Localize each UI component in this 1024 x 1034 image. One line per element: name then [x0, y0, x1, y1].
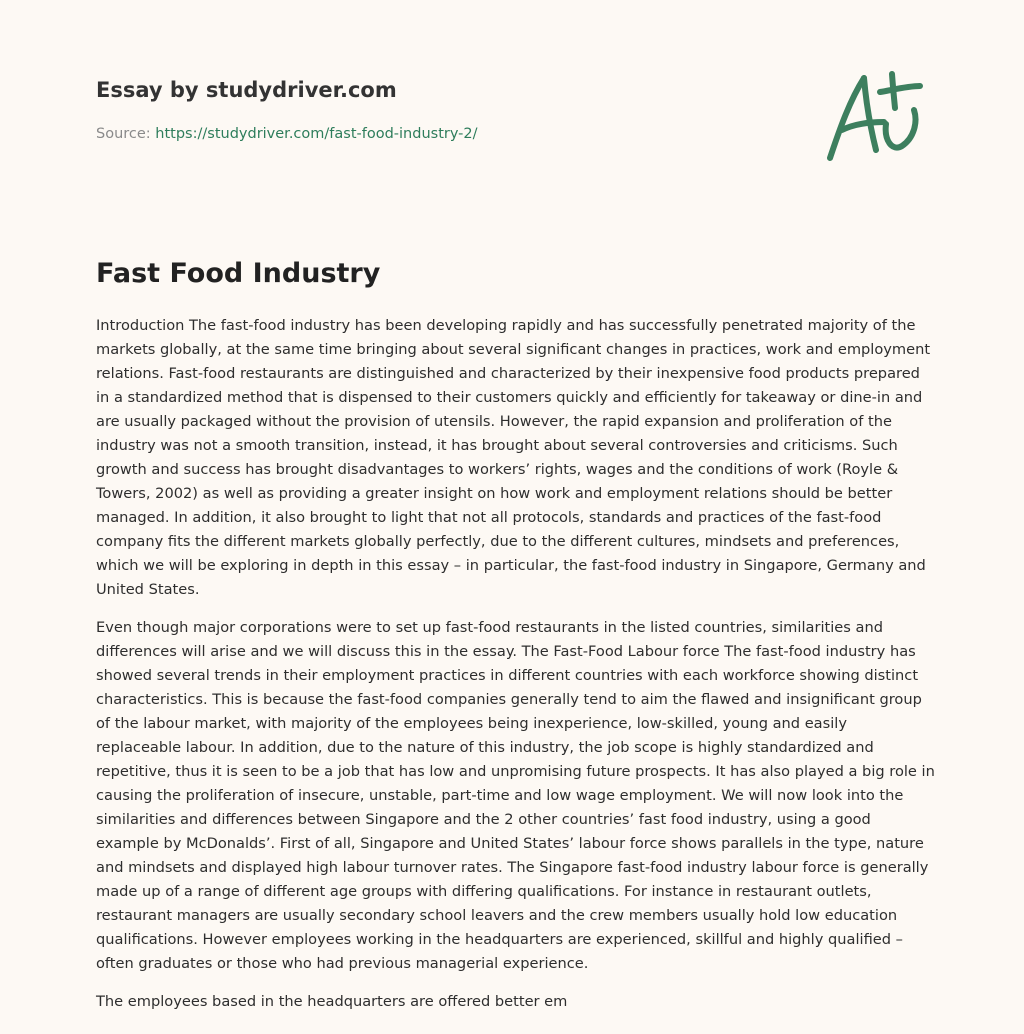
essay-paragraph: Even though major corporations were to set up fast-food restaurants in the listed countries, similarities and differences will arise and we will discuss this in the essay. The Fast-Food Labour force The fast-food industry has showed several trends in their employment practices in different countries with each workforce showing distinct characteristics. This is because the fast-food companies generally tend to aim the flawed and insignificant group of the labour market, with majority of the employees being inexperience, low-skilled, young and easily replaceable labour. In addition, due to the nature of this industry, the job scope is highly standardized and repetitive, thus it is seen to be a job that has low and unpromising future prospects. It has also played a big role in causing the proliferation of insecure, unstable, part-time and low wage employment. We will now look into the similarities and differences between Singapore and the 2 other countries’ fast food industry, using a good example by McDonalds’. First of all, Singapore and United States’ labour force shows parallels in the type, nature and mindsets and displayed high labour turnover rates. The Singapore fast-food industry labour force is generally made up of a range of different age groups with differing qualifications. For instance in restaurant outlets, restaurant managers are usually secondary school leavers and the crew members usually hold low education qualifications. However employees working in the headquarters are experienced, skillful and highly qualified – often graduates or those who had previous managerial experience.: [96, 619, 935, 972]
essay-body: [96, 314, 936, 1028]
essay-paragraph: The employees based in the headquarters are offered better em: [96, 993, 568, 1010]
essay-paragraph: Introduction The fast-food industry has been developing rapidly and has successfully penetrated majority of the markets globally, at the same time bringing about several significant changes in practices, work and employment relations. Fast-food restaurants are distinguished and characterized by their inexpensive food products prepared in a standardized method that is dispensed to their customers quickly and efficiently for takeaway or dine-in and are usually packaged without the provision of utensils. However, the rapid expansion and proliferation of the industry was not a smooth transition, instead, it has brought about several controversies and criticisms. Such growth and success has brought disadvantages to workers’ rights, wages and the conditions of work (Royle & Towers, 2002) as well as providing a greater insight on how work and employment relations should be better managed. In addition, it also brought to light that not all protocols, standards and practices of the fast-food company fits the different markets globally perfectly, due to the different cultures, mindsets and preferences, which we will be exploring in depth in this essay – in particular, the fast-food industry in Singapore, Germany and United States.: [96, 317, 931, 598]
source-label: Source:: [96, 126, 156, 142]
source-link[interactable]: https://studydriver.com/fast-food-industry-2/: [155, 126, 478, 142]
source-line: [96, 124, 478, 144]
essay-title: Fast Food Industry: [96, 258, 381, 289]
a-plus-logo-icon: [822, 66, 932, 166]
site-title: Essay by studydriver.com: [96, 78, 397, 102]
